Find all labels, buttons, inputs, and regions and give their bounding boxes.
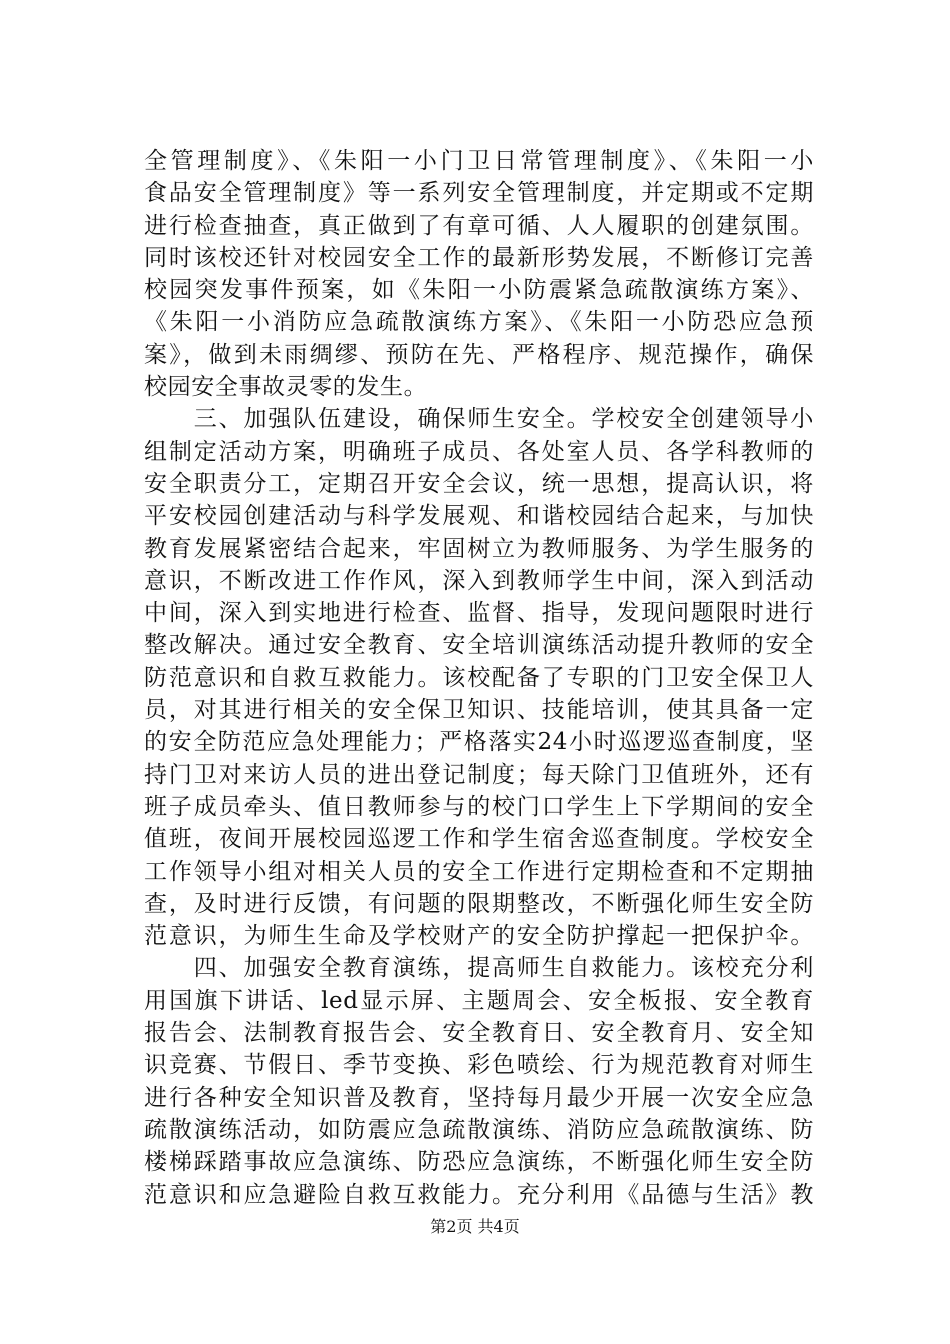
- text-line: 三、加强队伍建设，确保师生安全。学校安全创建领导小: [144, 406, 814, 433]
- text-line: 案》，做到未雨绸缪、预防在先、严格程序、规范操作，确保: [144, 341, 814, 368]
- text-line: 员，对其进行相关的安全保卫知识、技能培训，使其具备一定: [144, 697, 814, 724]
- text-line: 识竞赛、节假日、季节变换、彩色喷绘、行为规范教育对师生: [144, 1052, 814, 1079]
- text-line: 用国旗下讲话、led显示屏、主题周会、安全板报、安全教育: [144, 987, 814, 1014]
- document-body: [144, 145, 814, 1211]
- text-line: 平安校园创建活动与科学发展观、和谐校园结合起来，与加快: [144, 503, 814, 530]
- text-line: 班子成员牵头、值日教师参与的校门口学生上下学期间的安全: [144, 793, 814, 820]
- text-line: 食品安全管理制度》等一系列安全管理制度，并定期或不定期: [144, 180, 814, 207]
- text-line: 四、加强安全教育演练，提高师生自救能力。该校充分利: [144, 955, 814, 982]
- text-line: 工作领导小组对相关人员的安全工作进行定期检查和不定期抽: [144, 858, 814, 885]
- text-line: 校园突发事件预案，如《朱阳一小防震紧急疏散演练方案》、: [144, 277, 814, 304]
- text-line: 教育发展紧密结合起来，牢固树立为教师服务、为学生服务的: [144, 535, 814, 562]
- text-line: 全管理制度》、《朱阳一小门卫日常管理制度》、《朱阳一小: [144, 148, 814, 174]
- text-line: 安全职责分工，定期召开安全会议，统一思想，提高认识，将: [144, 470, 814, 497]
- text-line: 防范意识和自救互救能力。该校配备了专职的门卫安全保卫人: [144, 664, 814, 691]
- text-line: 疏散演练活动，如防震应急疏散演练、消防应急疏散演练、防: [144, 1116, 814, 1143]
- text-line: 持门卫对来访人员的进出登记制度；每天除门卫值班外，还有: [144, 761, 814, 788]
- text-line: 组制定活动方案，明确班子成员、各处室人员、各学科教师的: [144, 438, 814, 465]
- text-line: 中间，深入到实地进行检查、监督、指导，发现问题限时进行: [144, 600, 814, 627]
- text-line: 整改解决。通过安全教育、安全培训演练活动提升教师的安全: [144, 632, 814, 659]
- text-line: 查，及时进行反馈，有问题的限期整改，不断强化师生安全防: [144, 890, 814, 917]
- text-line: 楼梯踩踏事故应急演练、防恐应急演练，不断强化师生安全防: [144, 1149, 814, 1176]
- text-line: 范意识，为师生生命及学校财产的安全防护撑起一把保护伞。: [144, 923, 814, 950]
- text-line: 进行各种安全知识普及教育，坚持每月最少开展一次安全应急: [144, 1084, 814, 1111]
- page-number-footer: 第2页 共4页: [430, 1217, 520, 1236]
- text-line: 范意识和应急避险自救互救能力。充分利用《品德与生活》教: [144, 1181, 814, 1208]
- text-line: 意识，不断改进工作作风，深入到教师学生中间，深入到活动: [144, 567, 814, 594]
- text-line: 值班，夜间开展校园巡逻工作和学生宿舍巡查制度。学校安全: [144, 826, 814, 853]
- text-line: 报告会、法制教育报告会、安全教育日、安全教育月、安全知: [144, 1020, 814, 1047]
- text-line: 的安全防范应急处理能力；严格落实24小时巡逻巡查制度，坚: [144, 729, 814, 756]
- text-line: 《朱阳一小消防应急疏散演练方案》、《朱阳一小防恐应急预: [144, 309, 814, 336]
- text-line: 校园安全事故灵零的发生。: [144, 374, 428, 401]
- text-line: 同时该校还针对校园安全工作的最新形势发展，不断修订完善: [144, 244, 814, 271]
- text-line: 进行检查抽查，真正做到了有章可循、人人履职的创建氛围。: [144, 212, 814, 239]
